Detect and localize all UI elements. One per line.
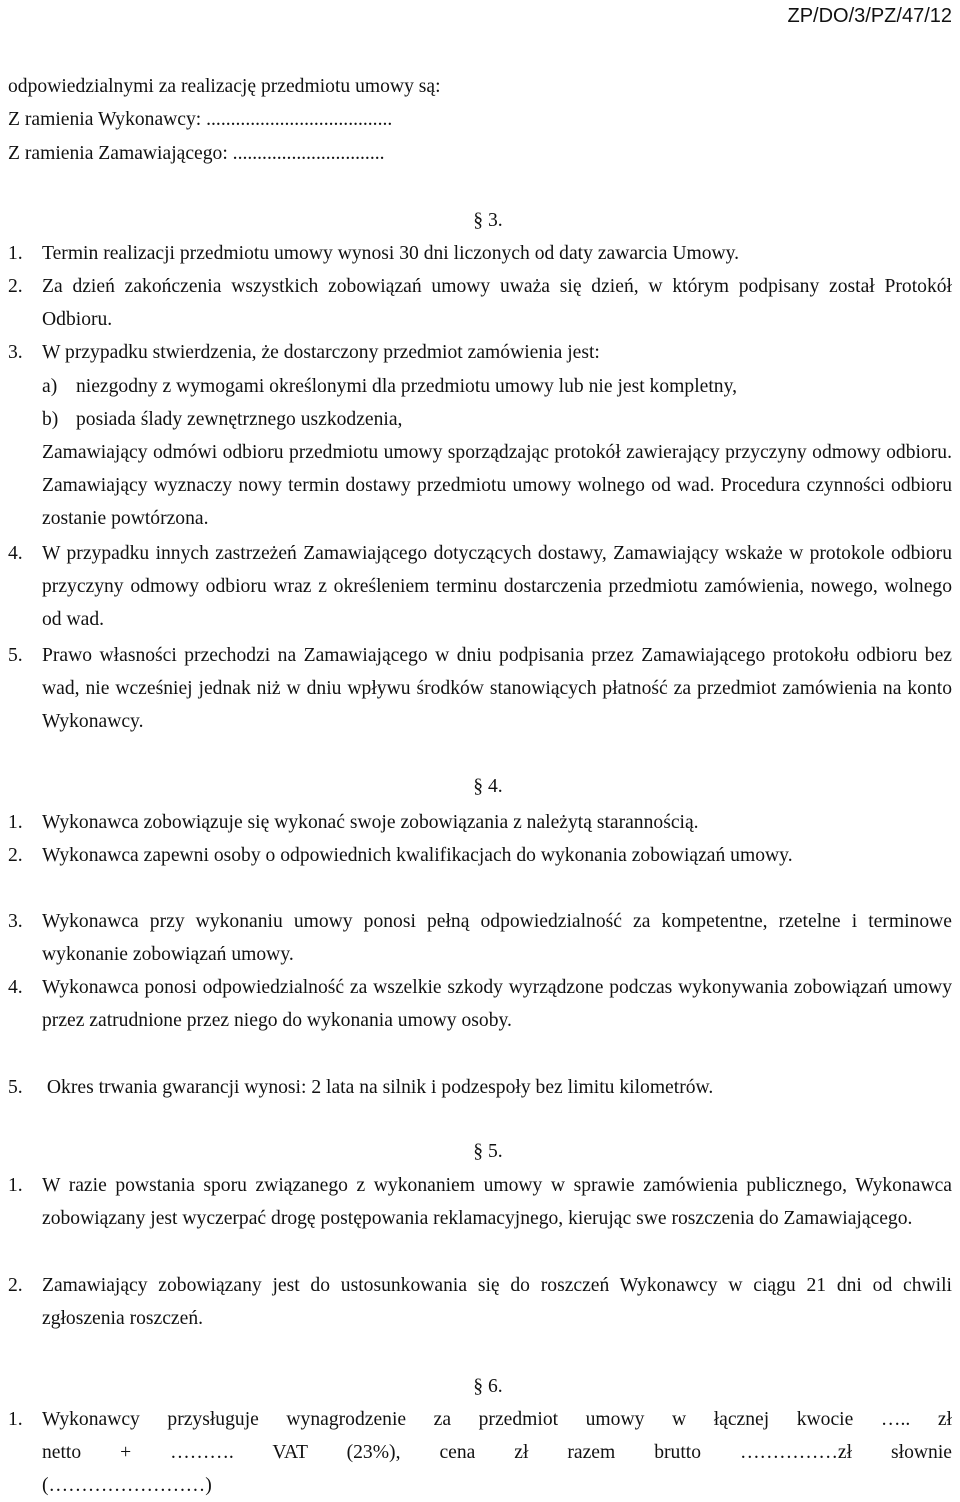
section-4-item-1 [8,806,952,839]
section-5-heading: § 5. [473,1141,503,1162]
item-number: 1. [8,812,23,833]
item-number: 5. [8,1077,23,1098]
section-6-item-1 [8,1403,952,1502]
remuneration-line-2: netto + ………. VAT (23%), cena zł razem brutto ……………zł słownie [42,1442,952,1463]
section-4-heading: § 4. [473,776,503,797]
item-text: Prawo własności przechodzi na Zamawiającego w dniu podpisania przez Zamawiającego protokołu odbioru bez wad, nie wcześniej jednak niż w dniu wpływu środków stanowiących płatność za przedmiot zamówienia na konto Wykonawcy. [42,645,952,732]
remuneration-line-3: (……………………) [42,1475,212,1496]
intro-line: odpowiedzialnymi za realizację przedmiotu umowy są: [8,76,441,97]
item-text: Okres trwania gwarancji wynosi: 2 lata na silnik i podzespoły bez limitu kilometrów. [42,1077,714,1098]
document-reference: ZP/DO/3/PZ/47/12 [787,5,952,27]
section-4-item-5 [8,1071,952,1104]
section-3-item-4 [8,537,952,636]
section-5-item-2 [8,1269,952,1335]
item-number: 1. [8,243,23,264]
section-3-item-2 [8,270,952,336]
item-number: 2. [8,276,23,297]
subitem-letter: a) [42,376,58,397]
section-4-item-3 [8,905,952,971]
item-text: Termin realizacji przedmiotu umowy wynosi 30 dni liczonych od daty zawarcia Umowy. [42,243,740,264]
item-text: Wykonawca zobowiązuje się wykonać swoje zobowiązania z należytą starannością. [42,812,699,833]
item-number: 5. [8,645,23,666]
section-3-item-3-continuation: Zamawiający odmówi odbioru przedmiotu umowy sporządzając protokół zawierający przyczyny odmowy odbioru. Zamawiający wyznaczy nowy termin dostawy przedmiotu umowy wolnego od wad. Procedura czynności odbioru zostanie powtórzona. [42,442,952,529]
section-6-heading: § 6. [473,1376,503,1397]
item-text: W razie powstania sporu związanego z wykonaniem umowy w sprawie zamówienia publicznego, Wykonawca zobowiązany jest wyczerpać drogę postępowania reklamacyjnego, kierując swe roszczenia do Zamawiającego. [42,1175,952,1229]
section-3-heading: § 3. [473,210,503,231]
ordering-party-representative-line: Z ramienia Zamawiającego: ............................... [8,143,385,164]
section-5-item-1 [8,1169,952,1235]
item-text: Wykonawca przy wykonaniu umowy ponosi pełną odpowiedzialność za kompetentne, rzetelne i terminowe wykonanie zobowiązań umowy. [42,911,952,965]
item-number: 1. [8,1175,23,1196]
item-text-block [42,1403,952,1502]
subitem-text: posiada ślady zewnętrznego uszkodzenia, [76,409,403,430]
subitem-letter: b) [42,409,59,430]
item-text: Wykonawca zapewni osoby o odpowiednich kwalifikacjach do wykonania zobowiązań umowy. [42,845,793,866]
remuneration-line-1: Wykonawcy przysługuje wynagrodzenie za przedmiot umowy w łącznej kwocie ….. zł [42,1409,952,1430]
item-text: W przypadku stwierdzenia, że dostarczony przedmiot zamówienia jest: [42,342,600,363]
section-4-item-4 [8,971,952,1037]
contractor-representative-line: Z ramienia Wykonawcy: ...................................... [8,109,393,130]
item-number: 1. [8,1409,23,1430]
section-3-subitem-b [42,403,952,436]
item-number: 4. [8,977,23,998]
item-text: Wykonawca ponosi odpowiedzialność za wszelkie szkody wyrządzone podczas wykonywania zobowiązań umowy przez zatrudnione przez niego do wykonania umowy osoby. [42,977,952,1031]
item-number: 4. [8,543,23,564]
section-4-item-2 [8,839,952,872]
item-number: 2. [8,845,23,866]
item-number: 2. [8,1275,23,1296]
section-3-item-3 [8,336,952,369]
section-3-item-1 [8,237,952,270]
item-text: Za dzień zakończenia wszystkich zobowiązań umowy uważa się dzień, w którym podpisany został Protokół Odbioru. [42,276,952,330]
subitem-text: niezgodny z wymogami określonymi dla przedmiotu umowy lub nie jest kompletny, [76,376,737,397]
item-number: 3. [8,911,23,932]
section-3-item-5 [8,639,952,738]
item-number: 3. [8,342,23,363]
item-text: Zamawiający zobowiązany jest do ustosunkowania się do roszczeń Wykonawcy w ciągu 21 dni od chwili zgłoszenia roszczeń. [42,1275,952,1329]
section-3-subitem-a [42,370,952,403]
item-text: W przypadku innych zastrzeżeń Zamawiającego dotyczących dostawy, Zamawiający wskaże w protokole odbioru przyczyny odmowy odbioru wraz z określeniem terminu dostarczenia przedmiotu zamówienia, nowego, wolnego od wad. [42,543,952,630]
